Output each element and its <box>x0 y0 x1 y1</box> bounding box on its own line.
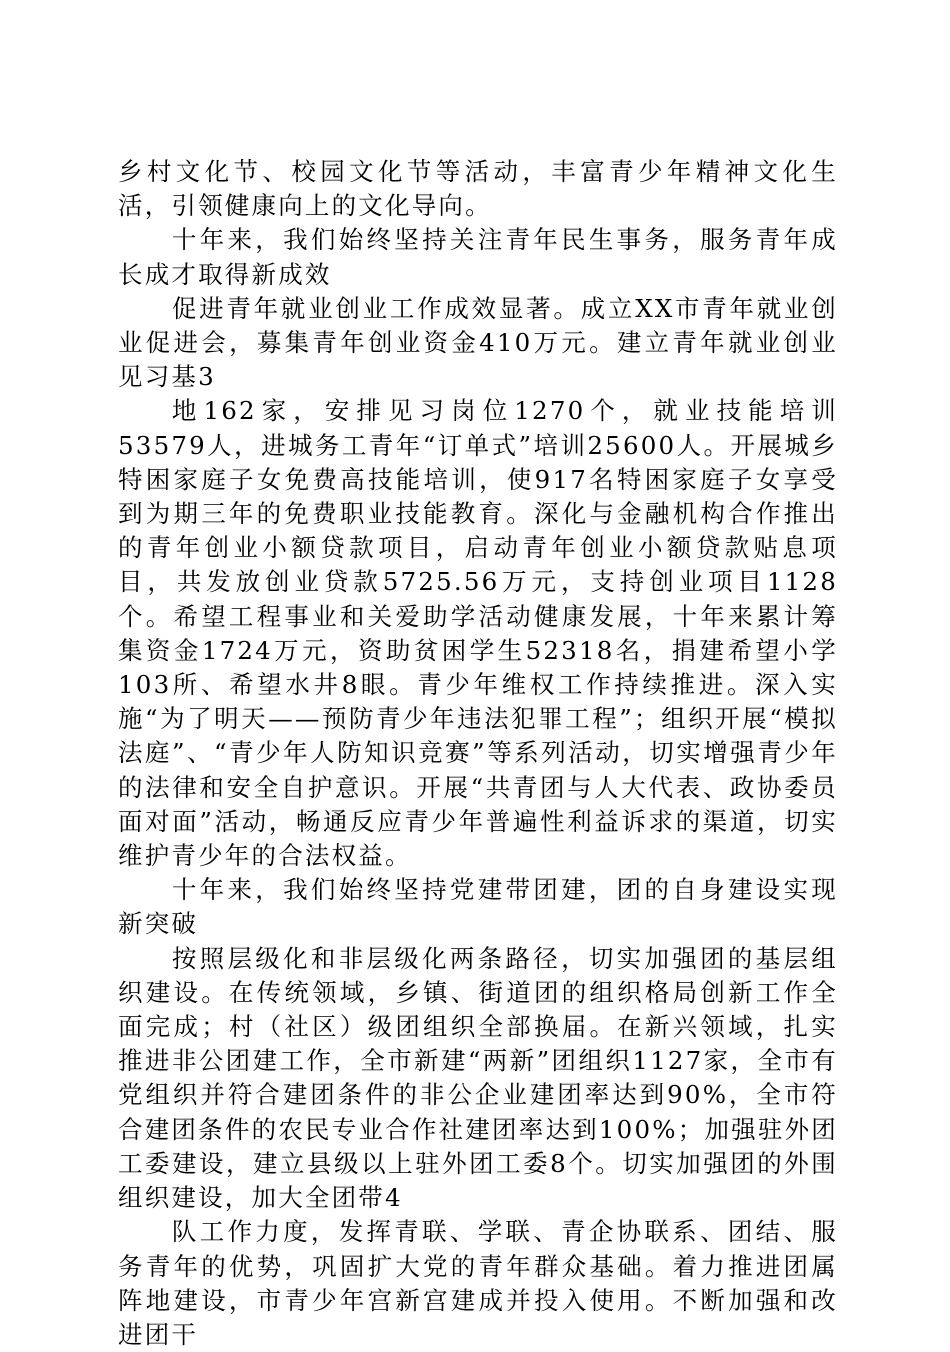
paragraph-3: 促进青年就业创业工作成效显著。成立XX市青年就业创业促进会，募集青年创业资金410万元。建立青年就业创业见习基3 <box>118 293 838 392</box>
paragraph-4: 地162家，安排见习岗位1270个，就业技能培训53579人，进城务工青年“订单式”培训25600人。开展城乡特困家庭子女免费高技能培训，使917名特困家庭子女享受到为期三年的免费职业技能教育。深化与金融机构合作推出的青年创业小额贷款项目，启动青年创业小额贷款贴息项目，共发放创业贷款5725.56万元，支持创业项目1128个。希望工程事业和关爱助学活动健康发展，十年来累计筹集资金1724万元，资助贫困学生52318名，捐建希望小学103所、希望水井8眼。青少年维权工作持续推进。深入实施“为了明天——预防青少年违法犯罪工程”；组织开展“模拟法庭”、“青少年人防知识竞赛”等系列活动，切实增强青少年的法律和安全自护意识。开展“共青团与人大代表、政协委员面对面”活动，畅通反应青少年普遍性利益诉求的渠道，切实维护青少年的合法权益。 <box>118 396 838 871</box>
paragraph-6: 按照层级化和非层级化两条路径，切实加强团的基层组织建设。在传统领域，乡镇、街道团的组织格局创新工作全面完成；村（社区）级团组织全部换届。在新兴领域，扎实推进非公团建工作，全市新建“两新”团组织1127家，全市有党组织并符合建团条件的非公企业建团率达到90%，全市符合建团条件的农民专业合作社建团率达到100%；加强驻外团工委建设，建立县级以上驻外团工委8个。切实加强团的外围组织建设，加大全团带4 <box>118 943 838 1213</box>
paragraph-2-heading: 十年来，我们始终坚持关注青年民生事务，服务青年成长成才取得新成效 <box>118 225 838 289</box>
paragraph-5-heading: 十年来，我们始终坚持党建带团建，团的自身建设实现新突破 <box>118 875 838 939</box>
paragraph-7: 队工作力度，发挥青联、学联、青企协联系、团结、服务青年的优势，巩固扩大党的青年群众基础。着力推进团属阵地建设，市青少年宫新宫建成并投入使用。不断加强和改进团干 <box>118 1217 838 1349</box>
paragraph-1: 乡村文化节、校园文化节等活动，丰富青少年精神文化生活，引领健康向上的文化导向。 <box>118 157 838 221</box>
document-body <box>118 155 838 1352</box>
